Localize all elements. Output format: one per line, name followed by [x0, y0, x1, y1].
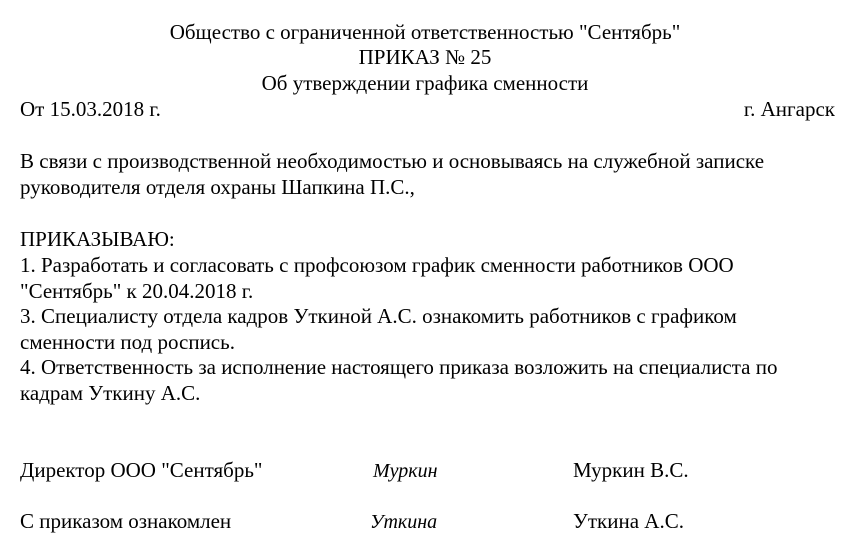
acknowledged-role: С приказом ознакомлен — [20, 509, 232, 533]
acknowledged-name: Уткина А.С. — [573, 509, 684, 533]
preamble-line-1: В связи с производственной необходимостью и основываясь на служебной записке — [20, 149, 765, 173]
order-item-4-line-1: 4. Ответственность за исполнение настоящего приказа возложить на специалиста по — [20, 355, 778, 379]
order-item-4-line-2: кадрам Уткину А.С. — [20, 381, 201, 405]
director-name: Муркин В.С. — [573, 458, 689, 482]
organization-name: Общество с ограниченной ответственностью "Сентябрь" — [169, 20, 681, 44]
order-item-3-line-2: сменности под роспись. — [20, 330, 235, 354]
order-item-1-line-1: 1. Разработать и согласовать с профсоюзом график сменности работников ООО — [20, 253, 734, 277]
order-subject: Об утверждении графика сменности — [261, 71, 589, 95]
order-item-1-line-2: "Сентябрь" к 20.04.2018 г. — [20, 279, 254, 303]
director-role: Директор ООО "Сентябрь" — [20, 458, 263, 482]
order-city: г. Ангарск — [743, 97, 835, 121]
acknowledged-signature: Уткина — [370, 511, 438, 533]
order-heading: ПРИКАЗЫВАЮ: — [20, 227, 175, 251]
order-number: ПРИКАЗ № 25 — [358, 45, 492, 69]
order-date: От 15.03.2018 г. — [20, 97, 161, 121]
order-item-3-line-1: 3. Специалисту отдела кадров Уткиной А.С. ознакомить работников с графиком — [20, 304, 737, 328]
preamble-line-2: руководителя отделя охраны Шапкина П.С., — [20, 175, 415, 199]
director-signature: Муркин — [373, 460, 438, 482]
